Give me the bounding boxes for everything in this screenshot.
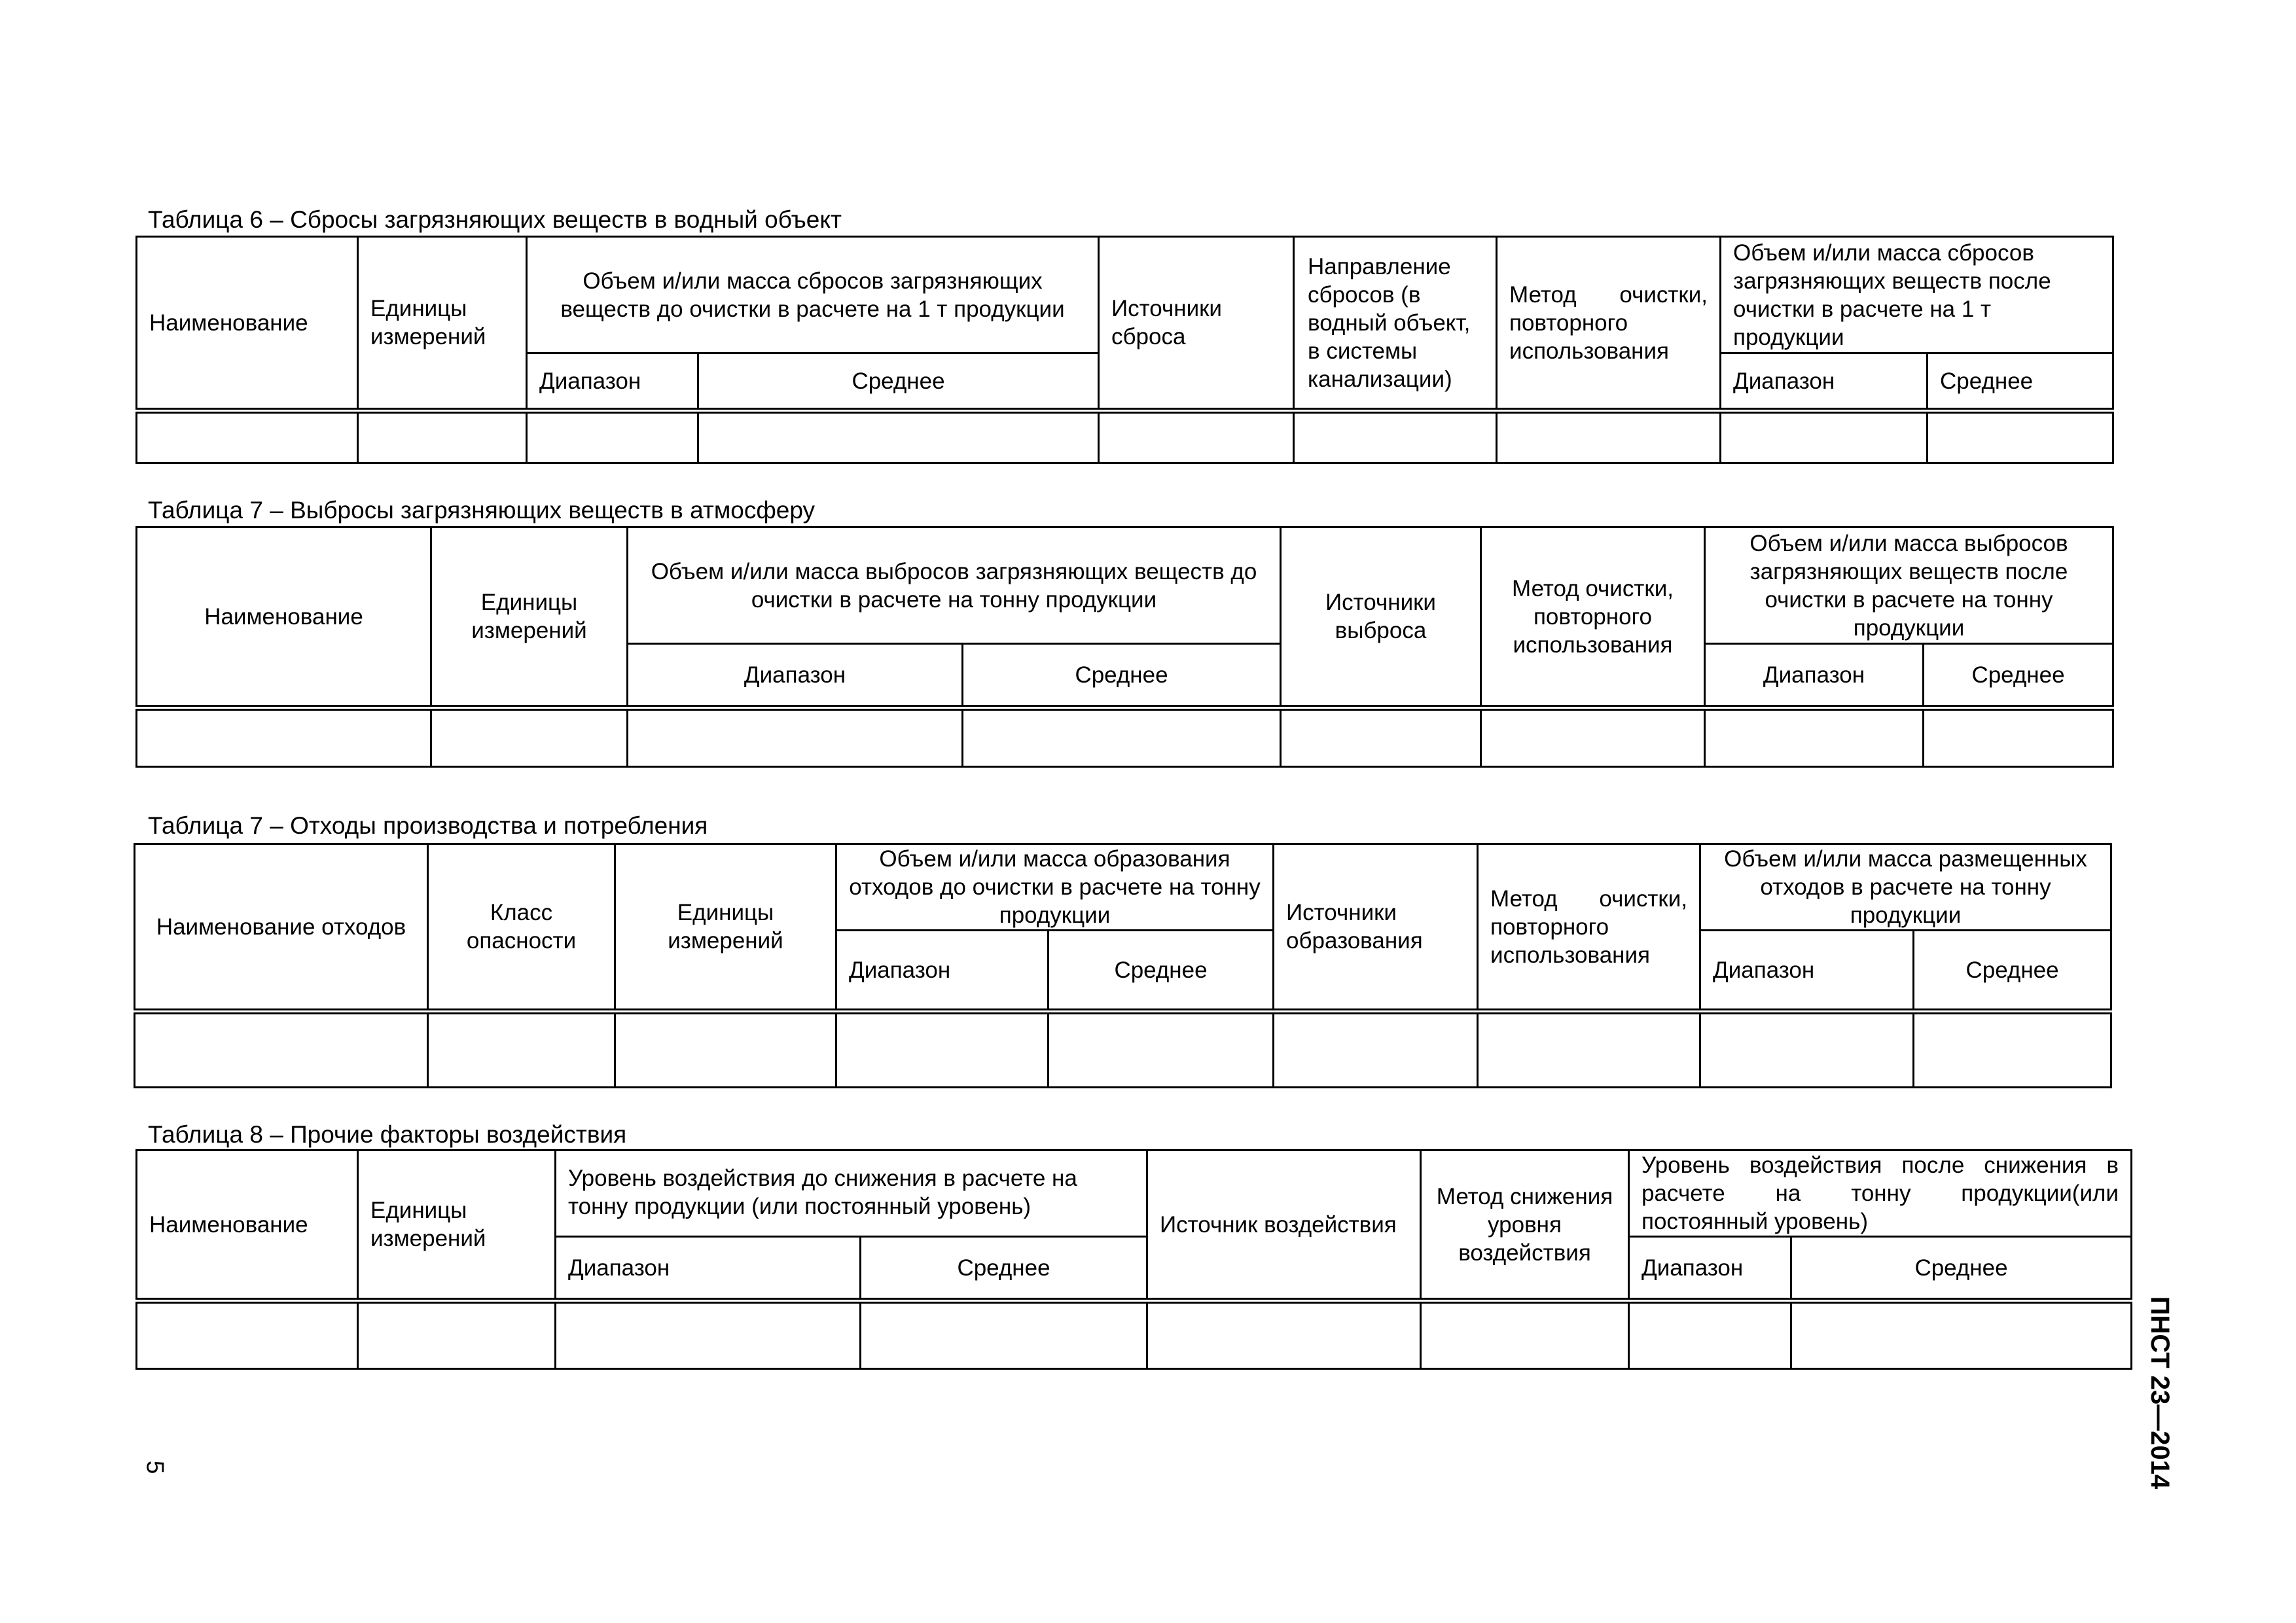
- table-cell: [1281, 708, 1481, 767]
- col-header-name: Наименование: [137, 237, 358, 411]
- table-cell: [1928, 411, 2113, 463]
- col-header-after: Уровень воздействия после снижения в расчете на тонну продукции(или постоянный уровень): [1629, 1150, 2132, 1237]
- table-cell: [1481, 708, 1705, 767]
- col-header-placed: Объем и/или масса размещенных отходов в расчете на тонну продукции: [1700, 844, 2111, 931]
- table-cell: [358, 411, 527, 463]
- col-header-range-after: Диапазон: [1629, 1237, 1791, 1301]
- col-header-mean-after: Среднее: [1791, 1237, 2132, 1301]
- col-header-range-after: Диапазон: [1705, 644, 1924, 708]
- table-cell: [1099, 411, 1294, 463]
- table-cell: [1629, 1301, 1791, 1369]
- table-cell: [615, 1012, 836, 1088]
- table6-caption: Таблица 6 – Сбросы загрязняющих веществ в водный объект: [148, 206, 842, 233]
- table-cell: [1049, 1012, 1274, 1088]
- table7a: [135, 526, 2114, 768]
- table-cell: [1497, 411, 1721, 463]
- col-header-units: Единицы измерений: [615, 844, 836, 1012]
- table6: [135, 236, 2114, 464]
- table-cell: [1721, 411, 1928, 463]
- document-code: ПНСТ 23—2014: [2145, 1296, 2174, 1489]
- table-cell: [1294, 411, 1497, 463]
- col-header-method: Метод очистки, повторного использования: [1478, 844, 1700, 1012]
- table-cell: [861, 1301, 1147, 1369]
- table-cell: [137, 708, 431, 767]
- table-cell: [1914, 1012, 2111, 1088]
- table7b: [134, 843, 2112, 1088]
- col-header-method: Метод снижения уровня воздействия: [1421, 1150, 1629, 1301]
- col-header-method: Метод очистки, повторного использования: [1481, 527, 1705, 708]
- col-header-mean: Среднее: [861, 1237, 1147, 1301]
- col-header-mean: Среднее: [963, 644, 1281, 708]
- table-cell: [527, 411, 698, 463]
- col-header-source: Источники сброса: [1099, 237, 1294, 411]
- table-cell: [628, 708, 963, 767]
- col-header-mean-after: Среднее: [1924, 644, 2113, 708]
- col-header-units: Единицы измерений: [358, 1150, 556, 1301]
- table-cell: [698, 411, 1099, 463]
- table-cell: [135, 1012, 428, 1088]
- table-cell: [1274, 1012, 1478, 1088]
- col-header-name: Наименование отходов: [135, 844, 428, 1012]
- col-header-name: Наименование: [137, 527, 431, 708]
- table-cell: [1791, 1301, 2132, 1369]
- col-header-before: Уровень воздействия до снижения в расчете на тонну продукции (или постоянный уровень): [556, 1150, 1147, 1237]
- col-header-source: Источники образования: [1274, 844, 1478, 1012]
- col-header-name: Наименование: [137, 1150, 358, 1301]
- table-cell: [137, 1301, 358, 1369]
- table-cell: [358, 1301, 556, 1369]
- table-cell: [1478, 1012, 1700, 1088]
- col-header-range: Диапазон: [836, 931, 1049, 1012]
- table-cell: [1147, 1301, 1421, 1369]
- table-cell: [431, 708, 628, 767]
- col-header-range: Диапазон: [628, 644, 963, 708]
- table-cell: [836, 1012, 1049, 1088]
- table-cell: [1924, 708, 2113, 767]
- table-cell: [137, 411, 358, 463]
- col-header-before: Объем и/или масса сбросов загрязняющих веществ до очистки в расчете на 1 т продукции: [527, 237, 1099, 353]
- table-cell: [1421, 1301, 1629, 1369]
- table-cell: [556, 1301, 861, 1369]
- col-header-after: Объем и/или масса сбросов загрязняющих веществ после очистки в расчете на 1 т продукции: [1721, 237, 2113, 353]
- col-header-after: Объем и/или масса выбросов загрязняющих веществ после очистки в расчете на тонну продукции: [1705, 527, 2113, 644]
- col-header-before: Объем и/или масса выбросов загрязняющих веществ до очистки в расчете на тонну продукции: [628, 527, 1281, 644]
- col-header-direction: Направление сбросов (в водный объект, в системы канализации): [1294, 237, 1497, 411]
- col-header-mean: Среднее: [1049, 931, 1274, 1012]
- col-header-source: Источники выброса: [1281, 527, 1481, 708]
- table-cell: [428, 1012, 615, 1088]
- table7a-caption: Таблица 7 – Выбросы загрязняющих веществ в атмосферу: [148, 497, 816, 524]
- table-cell: [1705, 708, 1924, 767]
- col-header-mean-after: Среднее: [1914, 931, 2111, 1012]
- col-header-range: Диапазон: [556, 1237, 861, 1301]
- table-cell: [963, 708, 1281, 767]
- col-header-mean: Среднее: [698, 353, 1099, 411]
- table7b-caption: Таблица 7 – Отходы производства и потребления: [148, 812, 708, 839]
- col-header-units: Единицы измерений: [358, 237, 527, 411]
- col-header-hazard-class: Класс опасности: [428, 844, 615, 1012]
- table8-caption: Таблица 8 – Прочие факторы воздействия: [148, 1121, 627, 1148]
- col-header-before: Объем и/или масса образования отходов до очистки в расчете на тонну продукции: [836, 844, 1274, 931]
- page-number: 5: [141, 1460, 169, 1474]
- col-header-range: Диапазон: [527, 353, 698, 411]
- col-header-units: Единицы измерений: [431, 527, 628, 708]
- col-header-range-after: Диапазон: [1700, 931, 1914, 1012]
- col-header-source: Источник воздействия: [1147, 1150, 1421, 1301]
- table-cell: [1700, 1012, 1914, 1088]
- col-header-method: Метод очистки, повторного использования: [1497, 237, 1721, 411]
- table8: [135, 1149, 2132, 1370]
- col-header-mean-after: Среднее: [1928, 353, 2113, 411]
- col-header-range-after: Диапазон: [1721, 353, 1928, 411]
